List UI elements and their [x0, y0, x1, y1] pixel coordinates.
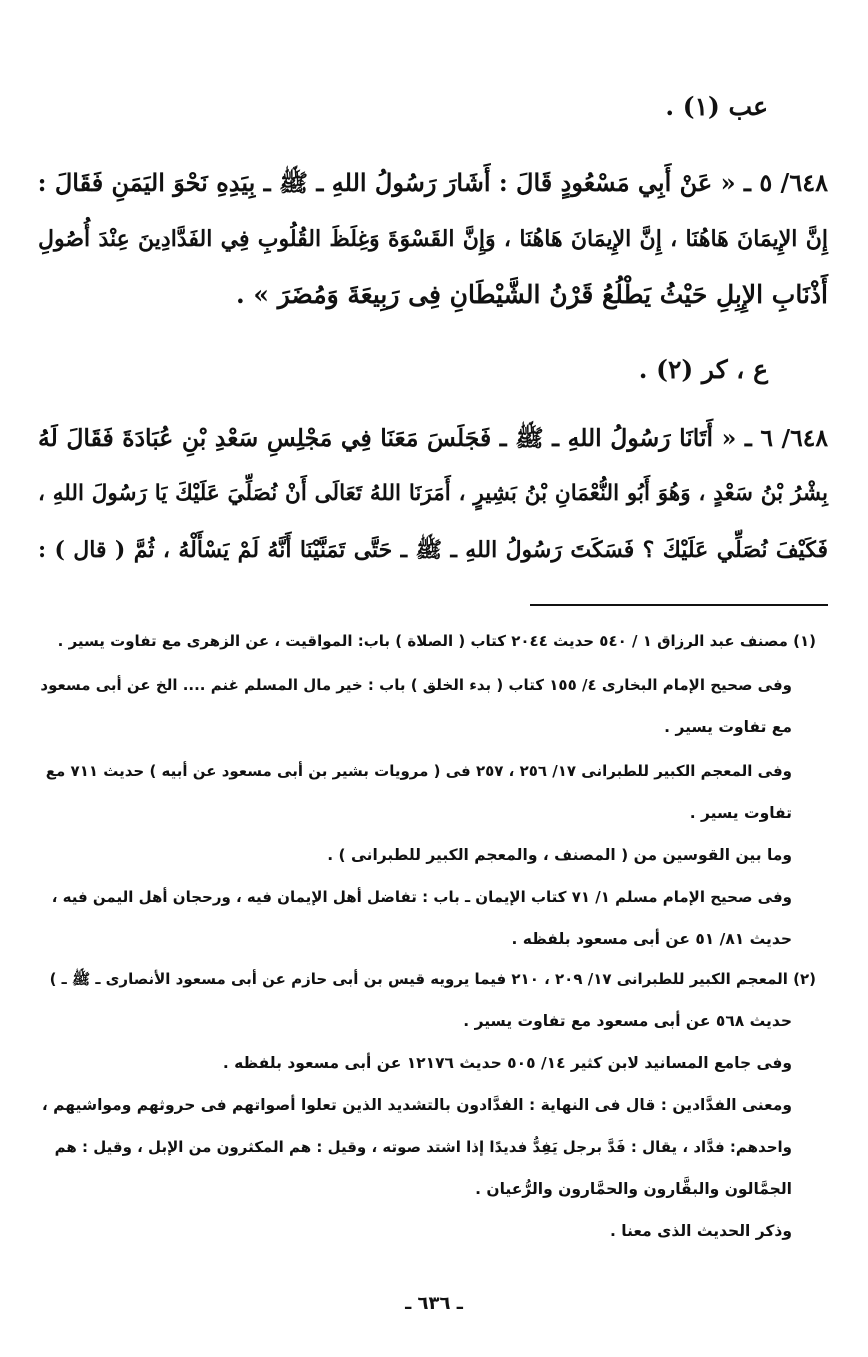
- hadith-6-line-1: ٦٤٨/ ٦ ـ « أَتَانَا رَسُولُ اللهِ ـ ﷺ ـ فَجَلَسَ مَعَنَا فِي مَجْلِسِ سَعْدِ بْنِ عُبَادَةَ فَقَالَ لَهُ: [38, 424, 829, 452]
- footnote-2-line-7: وذكر الحديث الذى معنا .: [610, 1222, 792, 1240]
- footnote-1-line-1: (١) مصنف عبد الرزاق ١ / ٥٤٠ حديث ٢٠٤٤ كتاب ( الصلاة ) باب: المواقيت ، عن الزهرى مع تفاوت يسير .: [57, 632, 816, 650]
- hadith-5-line-2: إِنَّ الإِيمَانَ هَاهُنَا ، إِنَّ الإِيمَانَ هَاهُنَا ، وَإِنَّ القَسْوَةَ وَغِلَظَ القُلُوبِ فِي الفَدَّادِينَ عِنْدَ أُصُولِ: [38, 226, 828, 252]
- footnote-2-line-1: (٢) المعجم الكبير للطبرانى ١٧/ ٢٠٩ ، ٢١٠ فيما يرويه قيس بن أبى حازم عن أبى مسعود الأنصارى ـ ﷺ ـ ): [49, 970, 816, 988]
- footnote-1-line-3: مع تفاوت يسير .: [664, 718, 792, 736]
- footnote-separator: [530, 604, 828, 606]
- footnote-2-line-5: واحدهم: فدَّاد ، يقال : فَدَّ برجل يَفِدُّ فديدًا إذا اشتد صوته ، وقيل : هم المكثرون من الإبل ، وقيل : هم: [54, 1138, 792, 1156]
- hadith-5-line-1: ٦٤٨/ ٥ ـ « عَنْ أَبِي مَسْعُودٍ قَالَ : أَشَارَ رَسُولُ اللهِ ـ ﷺ ـ بِيَدِهِ نَحْوَ اليَمَنِ فَقَالَ :: [37, 168, 828, 197]
- footnote-2-line-6: الجمَّالون والبقَّارون والحمَّارون والرُّعيان .: [475, 1180, 792, 1198]
- hadith-6-line-3: فَكَيْفَ نُصَلِّي عَلَيْكَ ؟ فَسَكَتَ رَسُولُ اللهِ ـ ﷺ ـ حَتَّى تَمَنَّيْنَا أَنَّهُ لَمْ يَسْأَلْهُ ، ثُمَّ ( قال ) :: [38, 537, 828, 563]
- footnote-2-line-3: وفى جامع المسانيد لابن كثير ١٤/ ٥٠٥ حديث ١٢١٧٦ عن أبى مسعود بلفظه .: [222, 1054, 792, 1072]
- hadith-6-line-2: بِشْرُ بْنُ سَعْدٍ ، وَهُوَ أَبُو النُّعْمَانِ بْنُ بَشِيرٍ ، أَمَرَنَا اللهُ تَعَالَى أَنْ نُصَلِّيَ عَلَيْكَ يَا رَسُولَ اللهِ ،: [38, 481, 828, 506]
- footnote-1-line-8: حديث ٨١/ ٥١ عن أبى مسعود بلفظه .: [511, 930, 792, 948]
- footnote-1-line-4: وفى المعجم الكبير للطبرانى ١٧/ ٢٥٦ ، ٢٥٧ فى ( مرويات بشير بن أبى مسعود عن أبيه ) حديث ٧١١ مع: [45, 762, 792, 780]
- footnote-1-line-6: وما بين القوسين من ( المصنف ، والمعجم الكبير للطبرانى ) .: [327, 846, 792, 864]
- footnote-1-line-7: وفى صحيح الإمام مسلم ١/ ٧١ كتاب الإيمان ـ باب : تفاضل أهل الإيمان فيه ، ورحجان أهل اليمن فيه ،: [51, 888, 792, 906]
- footnote-1-line-2: وفى صحيح الإمام البخارى ٤/ ١٥٥ كتاب ( بدء الخلق ) باب : خير مال المسلم غنم .... الخ عن أبى مسعود: [40, 676, 792, 694]
- hadith-5-line-3: أَذْنَابِ الإِبِلِ حَيْثُ يَطْلُعُ قَرْنُ الشَّيْطَانِ فِى رَبِيعَةَ وَمُضَرَ » .: [235, 280, 828, 309]
- footnote-1-line-5: تفاوت يسير .: [689, 804, 792, 822]
- source-ref-line-2: ع ، كر (٢) .: [638, 355, 768, 384]
- source-ref-line: عب (١) .: [665, 92, 768, 121]
- footnote-2-line-4: ومعنى الفدَّادين : قال فى النهاية : الفدَّادون بالتشديد الذين تعلوا أصواتهم فى حروثهم ومواشيهم ،: [41, 1096, 792, 1114]
- footnote-2-line-2: حديث ٥٦٨ عن أبى مسعود مع تفاوت يسير .: [463, 1012, 792, 1030]
- page-number: ـ ٦٣٦ ـ: [405, 1293, 463, 1314]
